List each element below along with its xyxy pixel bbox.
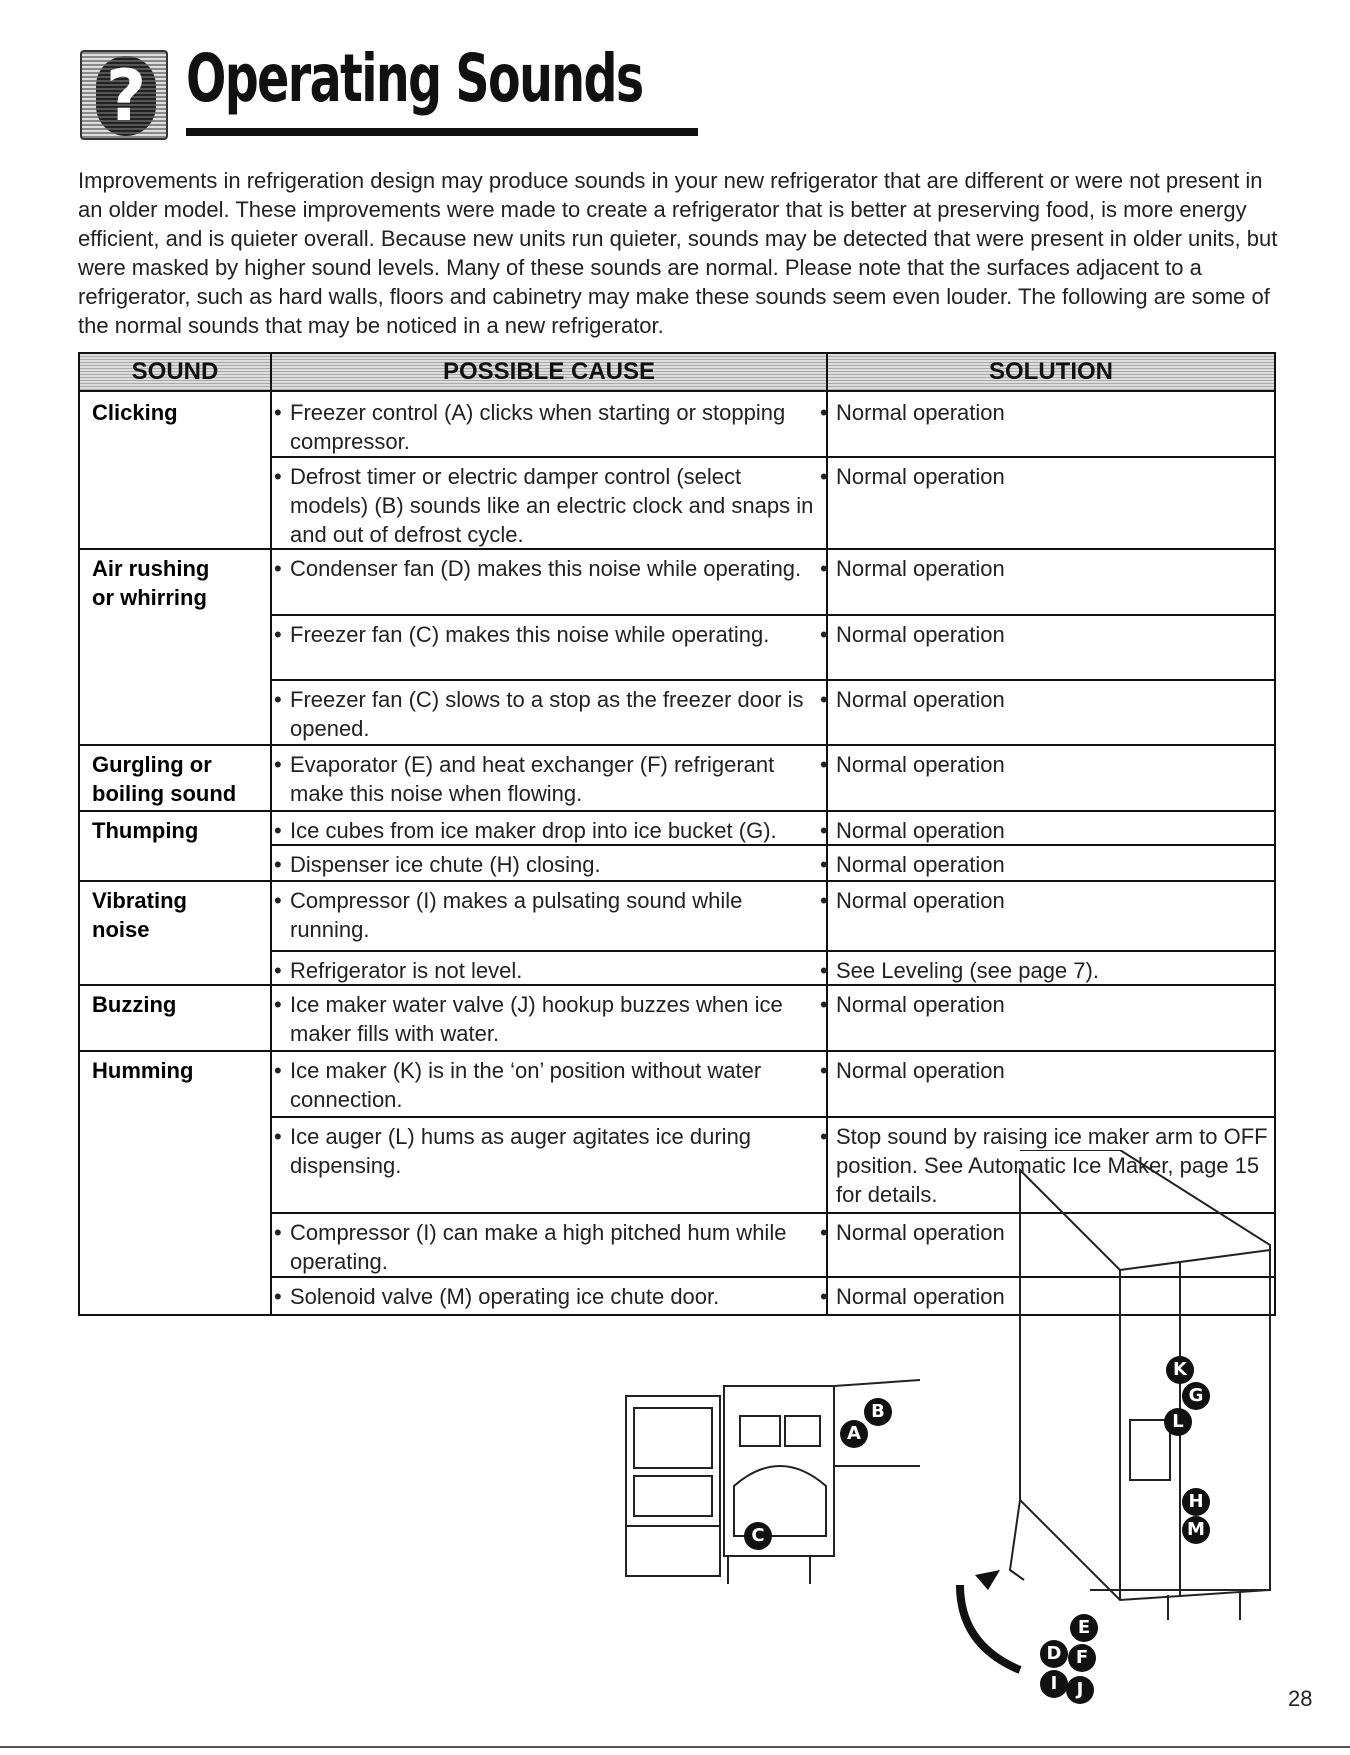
table-header [80, 354, 1274, 392]
solution-text: • Normal operation [836, 750, 1270, 779]
callout-e-icon: E [1070, 1614, 1098, 1642]
solution-text: • Normal operation [836, 398, 1270, 427]
cause-text: • Defrost timer or electric damper control (select models) (B) sounds like an electric clock and snaps in and out of defrost cycle. [290, 462, 824, 549]
callout-c-icon: C [744, 1522, 772, 1550]
callout-j-icon: J [1066, 1676, 1094, 1704]
solution-text: • Normal operation [836, 886, 1270, 915]
header-possible-cause: POSSIBLE CAUSE [442, 358, 656, 385]
solution-text: • Normal operation [836, 620, 1270, 649]
solution-text: • Normal operation [836, 850, 1270, 879]
callout-b-icon: B [864, 1398, 892, 1426]
footer-rule [0, 1746, 1350, 1748]
callout-d-icon: D [1040, 1640, 1068, 1668]
cause-text: • Ice auger (L) hums as auger agitates ice during dispensing. [290, 1122, 824, 1180]
page-title: Operating Sounds [186, 40, 643, 117]
sound-label: Gurgling or boiling sound [92, 752, 237, 806]
cause-text: • Condenser fan (D) makes this noise while operating. [290, 554, 824, 583]
cause-text: • Evaporator (E) and heat exchanger (F) refrigerant make this noise when flowing. [290, 750, 824, 808]
solution-text: • See Leveling (see page 7). [836, 956, 1270, 985]
cause-text: • Freezer control (A) clicks when starting or stopping compressor. [290, 398, 824, 456]
question-icon: ? [80, 50, 168, 140]
group-divider [80, 744, 1274, 746]
cause-text: • Ice maker water valve (J) hookup buzzes when ice maker fills with water. [290, 990, 824, 1048]
sound-label: Vibrating noise [92, 888, 187, 942]
solution-text: • Normal operation [836, 990, 1270, 1019]
sound-label: Buzzing [92, 992, 177, 1017]
callout-g-icon: G [1182, 1382, 1210, 1410]
cause-text: • Compressor (I) can make a high pitched hum while operating. [290, 1218, 824, 1276]
callout-i-icon: I [1040, 1670, 1068, 1698]
refrigerator-diagram [940, 1150, 1280, 1730]
title-underline [186, 128, 698, 136]
callout-l-icon: L [1164, 1408, 1192, 1436]
solution-text: • Normal operation [836, 1282, 1270, 1311]
cause-text: • Ice cubes from ice maker drop into ice bucket (G). [290, 816, 824, 845]
solution-text: • Normal operation [836, 1218, 1270, 1247]
solution-text: • Normal operation [836, 1056, 1270, 1085]
row-divider [270, 614, 1274, 616]
group-divider [80, 810, 1274, 812]
page-header [80, 40, 643, 140]
solution-text: • Normal operation [836, 462, 1270, 491]
cause-text: • Ice maker (K) is in the ‘on’ position without water connection. [290, 1056, 824, 1114]
cause-text: • Freezer fan (C) makes this noise while operating. [290, 620, 824, 649]
solution-text: • Normal operation [836, 685, 1270, 714]
cause-text: • Compressor (I) makes a pulsating sound while running. [290, 886, 824, 944]
sound-label: Air rushing or whirring [92, 556, 210, 610]
row-divider [270, 1116, 1274, 1118]
header-sound: SOUND [131, 358, 219, 385]
callout-h-icon: H [1182, 1488, 1210, 1516]
cause-text: • Dispenser ice chute (H) closing. [290, 850, 824, 879]
solution-text: • Normal operation [836, 554, 1270, 583]
callout-m-icon: M [1182, 1516, 1210, 1544]
solution-text: • Normal operation [836, 816, 1270, 845]
row-divider [270, 950, 1274, 952]
callout-k-icon: K [1166, 1356, 1194, 1384]
callout-a-icon: A [840, 1420, 868, 1448]
callout-f-icon: F [1068, 1644, 1096, 1672]
row-divider [270, 456, 1274, 458]
cause-text: • Solenoid valve (M) operating ice chute door. [290, 1282, 824, 1311]
sound-label: Thumping [92, 818, 199, 843]
cause-text: • Freezer fan (C) slows to a stop as the freezer door is opened. [290, 685, 824, 743]
header-solution: SOLUTION [989, 358, 1113, 385]
group-divider [80, 880, 1274, 882]
page-number: 28 [1288, 1686, 1313, 1711]
solution-text: • Stop sound by raising ice maker arm to OFF position. See Automatic Ice Maker, page 15 for details. [836, 1122, 1270, 1209]
sound-label: Clicking [92, 400, 178, 425]
row-divider [270, 679, 1274, 681]
sound-label: Humming [92, 1058, 194, 1083]
intro-paragraph: Improvements in refrigeration design may produce sounds in your new refrigerator that are different or were not present in an older model. These improvements were made to create a refrigerator that is better at preserving food, is more energy efficient, and is quieter overall. Because new units run quieter, sounds may be detected that were present in older units, but were masked by higher sound levels. Many of these sounds are normal. Please note that the surfaces adjacent to a refrigerator, such as hard walls, floors and cabinetry may make these sounds seem even louder. The following are some of the normal sounds that may be noticed in a new refrigerator. [78, 168, 1278, 338]
group-divider [80, 1050, 1274, 1052]
cause-text: • Refrigerator is not level. [290, 956, 824, 985]
